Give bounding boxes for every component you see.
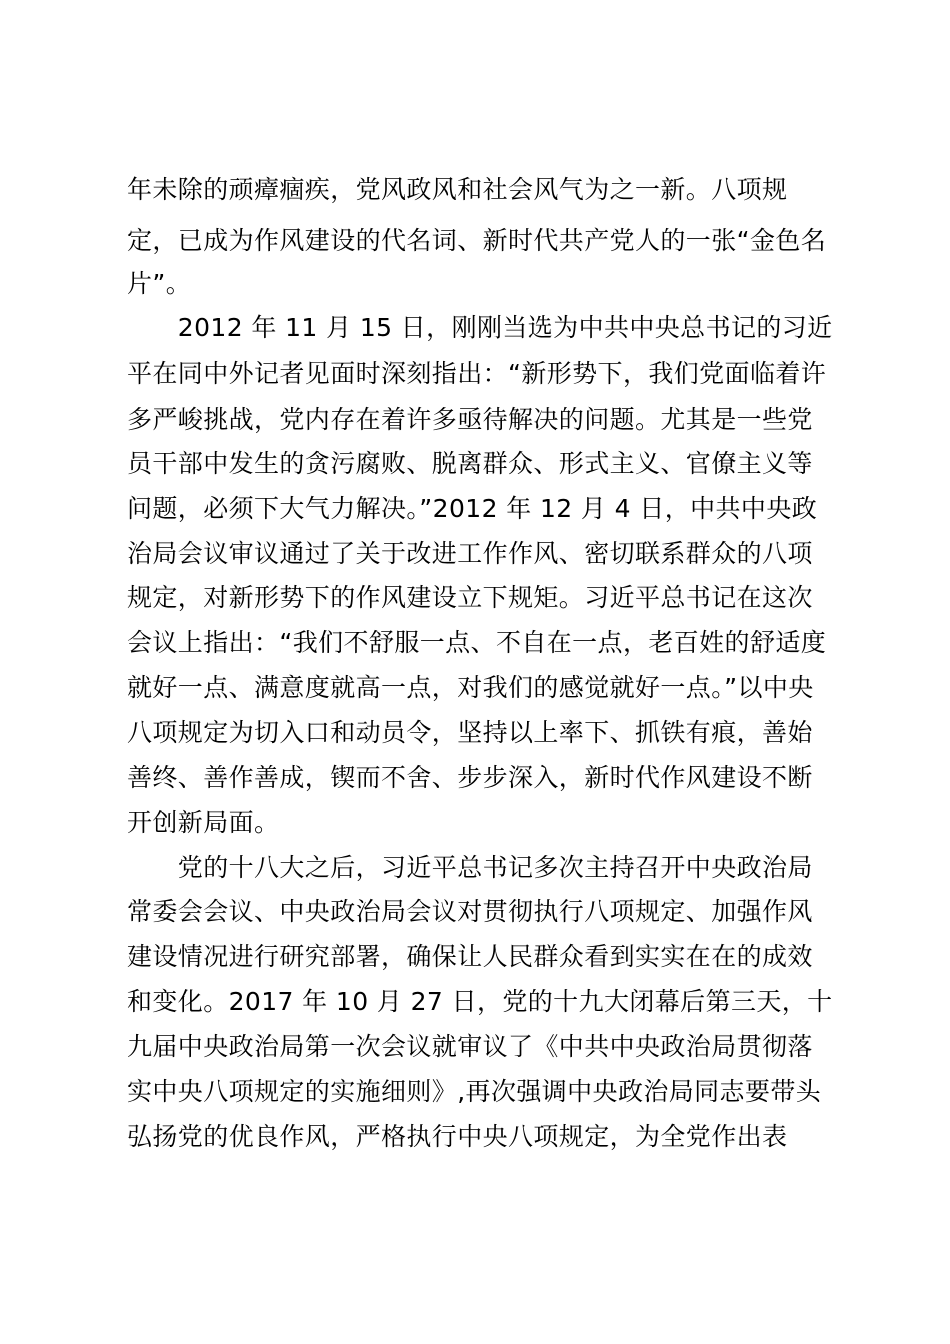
text-line: 治局会议审议通过了关于改进工作作风、密切联系群众的八项 bbox=[127, 539, 813, 568]
text-line: 常委会会议、中央政治局会议对贯彻执行八项规定、加强作风 bbox=[127, 897, 813, 926]
text-line: 多严峻挑战，党内存在着许多亟待解决的问题。尤其是一些党 bbox=[127, 405, 813, 434]
text-line: 和变化。2017 年 10 月 27 日，党的十九大闭幕后第三天，十 bbox=[127, 987, 833, 1016]
text-line: 年未除的顽瘴痼疾，党风政风和社会风气为之一新。八项规 bbox=[127, 175, 788, 204]
text-line: 党的十八大之后，习近平总书记多次主持召开中央政治局 bbox=[127, 853, 813, 882]
text-line: 员干部中发生的贪污腐败、脱离群众、形式主义、官僚主义等 bbox=[127, 449, 813, 478]
text-line: 片”。 bbox=[127, 269, 192, 298]
text-line: 建设情况进行研究部署，确保让人民群众看到实实在在的成效 bbox=[127, 942, 813, 971]
text-line: 弘扬党的优良作风，严格执行中央八项规定，为全党作出表 bbox=[127, 1122, 788, 1151]
text-line: 规定，对新形势下的作风建设立下规矩。习近平总书记在这次 bbox=[127, 583, 813, 612]
text-line: 开创新局面。 bbox=[127, 808, 280, 837]
text-line: 平在同中外记者见面时深刻指出：“新形势下，我们党面临着许 bbox=[127, 359, 827, 388]
text-line: 就好一点、满意度就高一点，对我们的感觉就好一点。”以中央 bbox=[127, 673, 814, 702]
text-line: 八项规定为切入口和动员令，坚持以上率下、抓铁有痕，善始 bbox=[127, 718, 813, 747]
text-line: 会议上指出：“我们不舒服一点、不自在一点，老百姓的舒适度 bbox=[127, 628, 827, 657]
text-line: 实中央八项规定的实施细则》,再次强调中央政治局同志要带头 bbox=[127, 1077, 822, 1106]
text-line: 2012 年 11 月 15 日，刚刚当选为中共中央总书记的习近 bbox=[127, 313, 833, 342]
text-line: 问题，必须下大气力解决。”2012 年 12 月 4 日，中共中央政 bbox=[127, 494, 818, 523]
text-line: 九届中央政治局第一次会议就审议了《中共中央政治局贯彻落 bbox=[127, 1032, 813, 1061]
text-line: 善终、善作善成，锲而不舍、步步深入，新时代作风建设不断 bbox=[127, 763, 813, 792]
text-line: 定，已成为作风建设的代名词、新时代共产党人的一张“金色名 bbox=[127, 226, 827, 255]
